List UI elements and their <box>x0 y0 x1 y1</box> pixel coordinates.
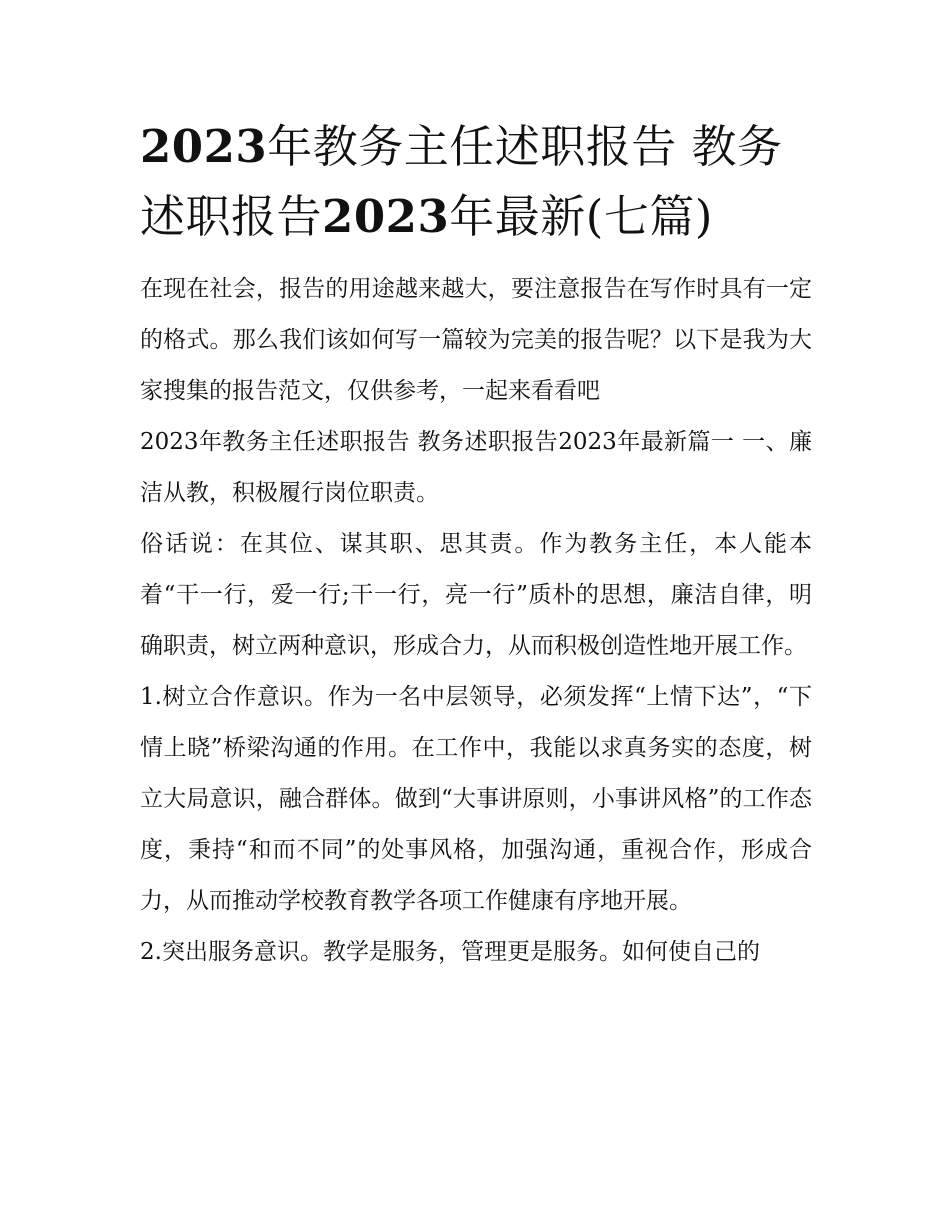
title-text-1: 年教务主任述职报告 教务述职报告 <box>140 120 783 243</box>
paragraph-cooperation: 1.树立合作意识。作为一名中层领导，必须发挥“上情下达”，“下情上晓”桥梁沟通的作用。在工作中，我能以求真务实的态度，树立大局意识，融合群体。做到“大事讲原则，小事讲风格”的工作态度，秉持“和而不同”的处事风格，加强沟通，重视合作，形成合力，从而推动学校教育教学各项工作健康有序地开展。 <box>140 684 812 914</box>
paragraph-service: 2.突出服务意识。教学是服务，管理更是服务。如何使自己的 <box>140 939 760 965</box>
title-year-2: 2023 <box>322 190 450 243</box>
title-year-1: 2023 <box>140 120 268 173</box>
document-body <box>140 264 812 978</box>
title-text-2: 年最新(七篇) <box>449 190 713 243</box>
document-title <box>140 112 812 252</box>
paragraph-section-heading: 2023年教务主任述职报告 教务述职报告2023年最新篇一 一、廉洁从教，积极履行岗位职责。 <box>140 429 812 506</box>
document-page <box>140 112 812 978</box>
paragraph-intro: 在现在社会，报告的用途越来越大，要注意报告在写作时具有一定的格式。那么我们该如何写一篇较为完美的报告呢？以下是我为大家搜集的报告范文，仅供参考，一起来看看吧 <box>140 276 812 404</box>
paragraph-duties: 俗话说：在其位、谋其职、思其责。作为教务主任，本人能本着“干一行，爱一行;干一行，亮一行”质朴的思想，廉洁自律，明确职责，树立两种意识，形成合力，从而积极创造性地开展工作。 <box>140 531 812 659</box>
